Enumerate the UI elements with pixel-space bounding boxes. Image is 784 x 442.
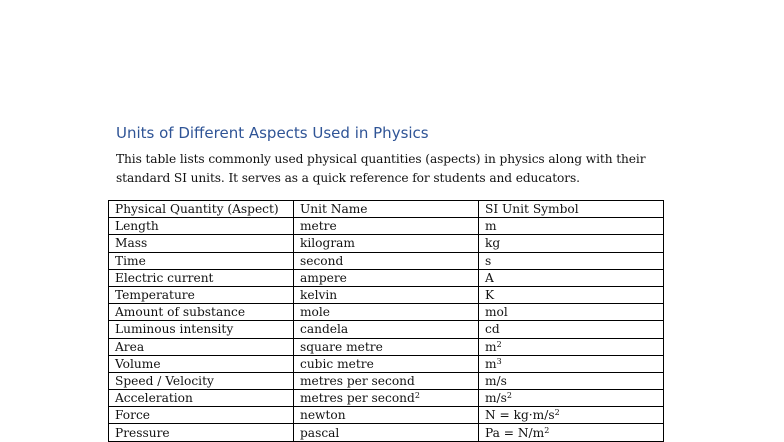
cell-quantity: Length [109,218,294,235]
cell-unit: pascal [294,424,479,441]
cell-quantity: Amount of substance [109,304,294,321]
header-unit-name: Unit Name [294,201,479,218]
table-row [109,424,664,441]
table-row [109,218,664,235]
cell-symbol: K [479,286,664,303]
document-title: Units of Different Aspects Used in Physics [116,124,429,142]
symbol-exponent: 2 [554,408,560,418]
cell-quantity: Force [109,407,294,424]
cell-quantity: Time [109,252,294,269]
cell-symbol: mol [479,304,664,321]
cell-quantity: Temperature [109,286,294,303]
cell-unit [294,390,479,407]
cell-unit: second [294,252,479,269]
header-si-symbol: SI Unit Symbol [479,201,664,218]
cell-symbol: A [479,269,664,286]
cell-symbol: kg [479,235,664,252]
cell-symbol: m/s [479,372,664,389]
table-row [109,338,664,355]
table-row [109,372,664,389]
cell-symbol: cd [479,321,664,338]
intro-line-2: standard SI units. It serves as a quick reference for students and educators. [116,171,580,185]
table-header-row [109,201,664,218]
cell-quantity: Luminous intensity [109,321,294,338]
symbol-exponent: 2 [496,339,502,349]
cell-quantity: Mass [109,235,294,252]
table-row [109,235,664,252]
cell-unit: kilogram [294,235,479,252]
symbol-text: m/s [485,391,507,406]
cell-unit: metre [294,218,479,235]
table-row [109,355,664,372]
intro-paragraph [116,150,676,188]
units-table [108,200,664,442]
symbol-text: Pa = N/m [485,425,545,440]
table-row [109,269,664,286]
cell-unit: square metre [294,338,479,355]
cell-quantity: Electric current [109,269,294,286]
cell-symbol [479,338,664,355]
symbol-text: N = kg·m/s [485,408,555,423]
cell-unit: cubic metre [294,355,479,372]
table-row [109,286,664,303]
cell-unit: newton [294,407,479,424]
cell-quantity: Area [109,338,294,355]
symbol-text: m [485,356,497,371]
table-row [109,390,664,407]
cell-unit: kelvin [294,286,479,303]
cell-unit: metres per second [294,372,479,389]
intro-line-1: This table lists commonly used physical quantities (aspects) in physics along with their [116,152,646,166]
table-row [109,304,664,321]
symbol-text: m [485,339,497,354]
cell-symbol: m [479,218,664,235]
cell-symbol [479,407,664,424]
table-row [109,252,664,269]
table-row [109,407,664,424]
cell-symbol: s [479,252,664,269]
cell-unit: ampere [294,269,479,286]
cell-quantity: Speed / Velocity [109,372,294,389]
cell-symbol [479,355,664,372]
cell-unit: candela [294,321,479,338]
cell-quantity: Volume [109,355,294,372]
cell-symbol [479,390,664,407]
cell-quantity: Pressure [109,424,294,441]
symbol-exponent: 3 [496,356,502,366]
cell-unit: mole [294,304,479,321]
header-quantity: Physical Quantity (Aspect) [109,201,294,218]
symbol-exponent: 2 [506,391,513,401]
unit-text: metres per second [300,391,415,406]
symbol-exponent: 2 [544,425,550,435]
cell-quantity: Acceleration [109,390,294,407]
table-row [109,321,664,338]
unit-exponent: 2 [414,391,420,401]
cell-symbol [479,424,664,441]
